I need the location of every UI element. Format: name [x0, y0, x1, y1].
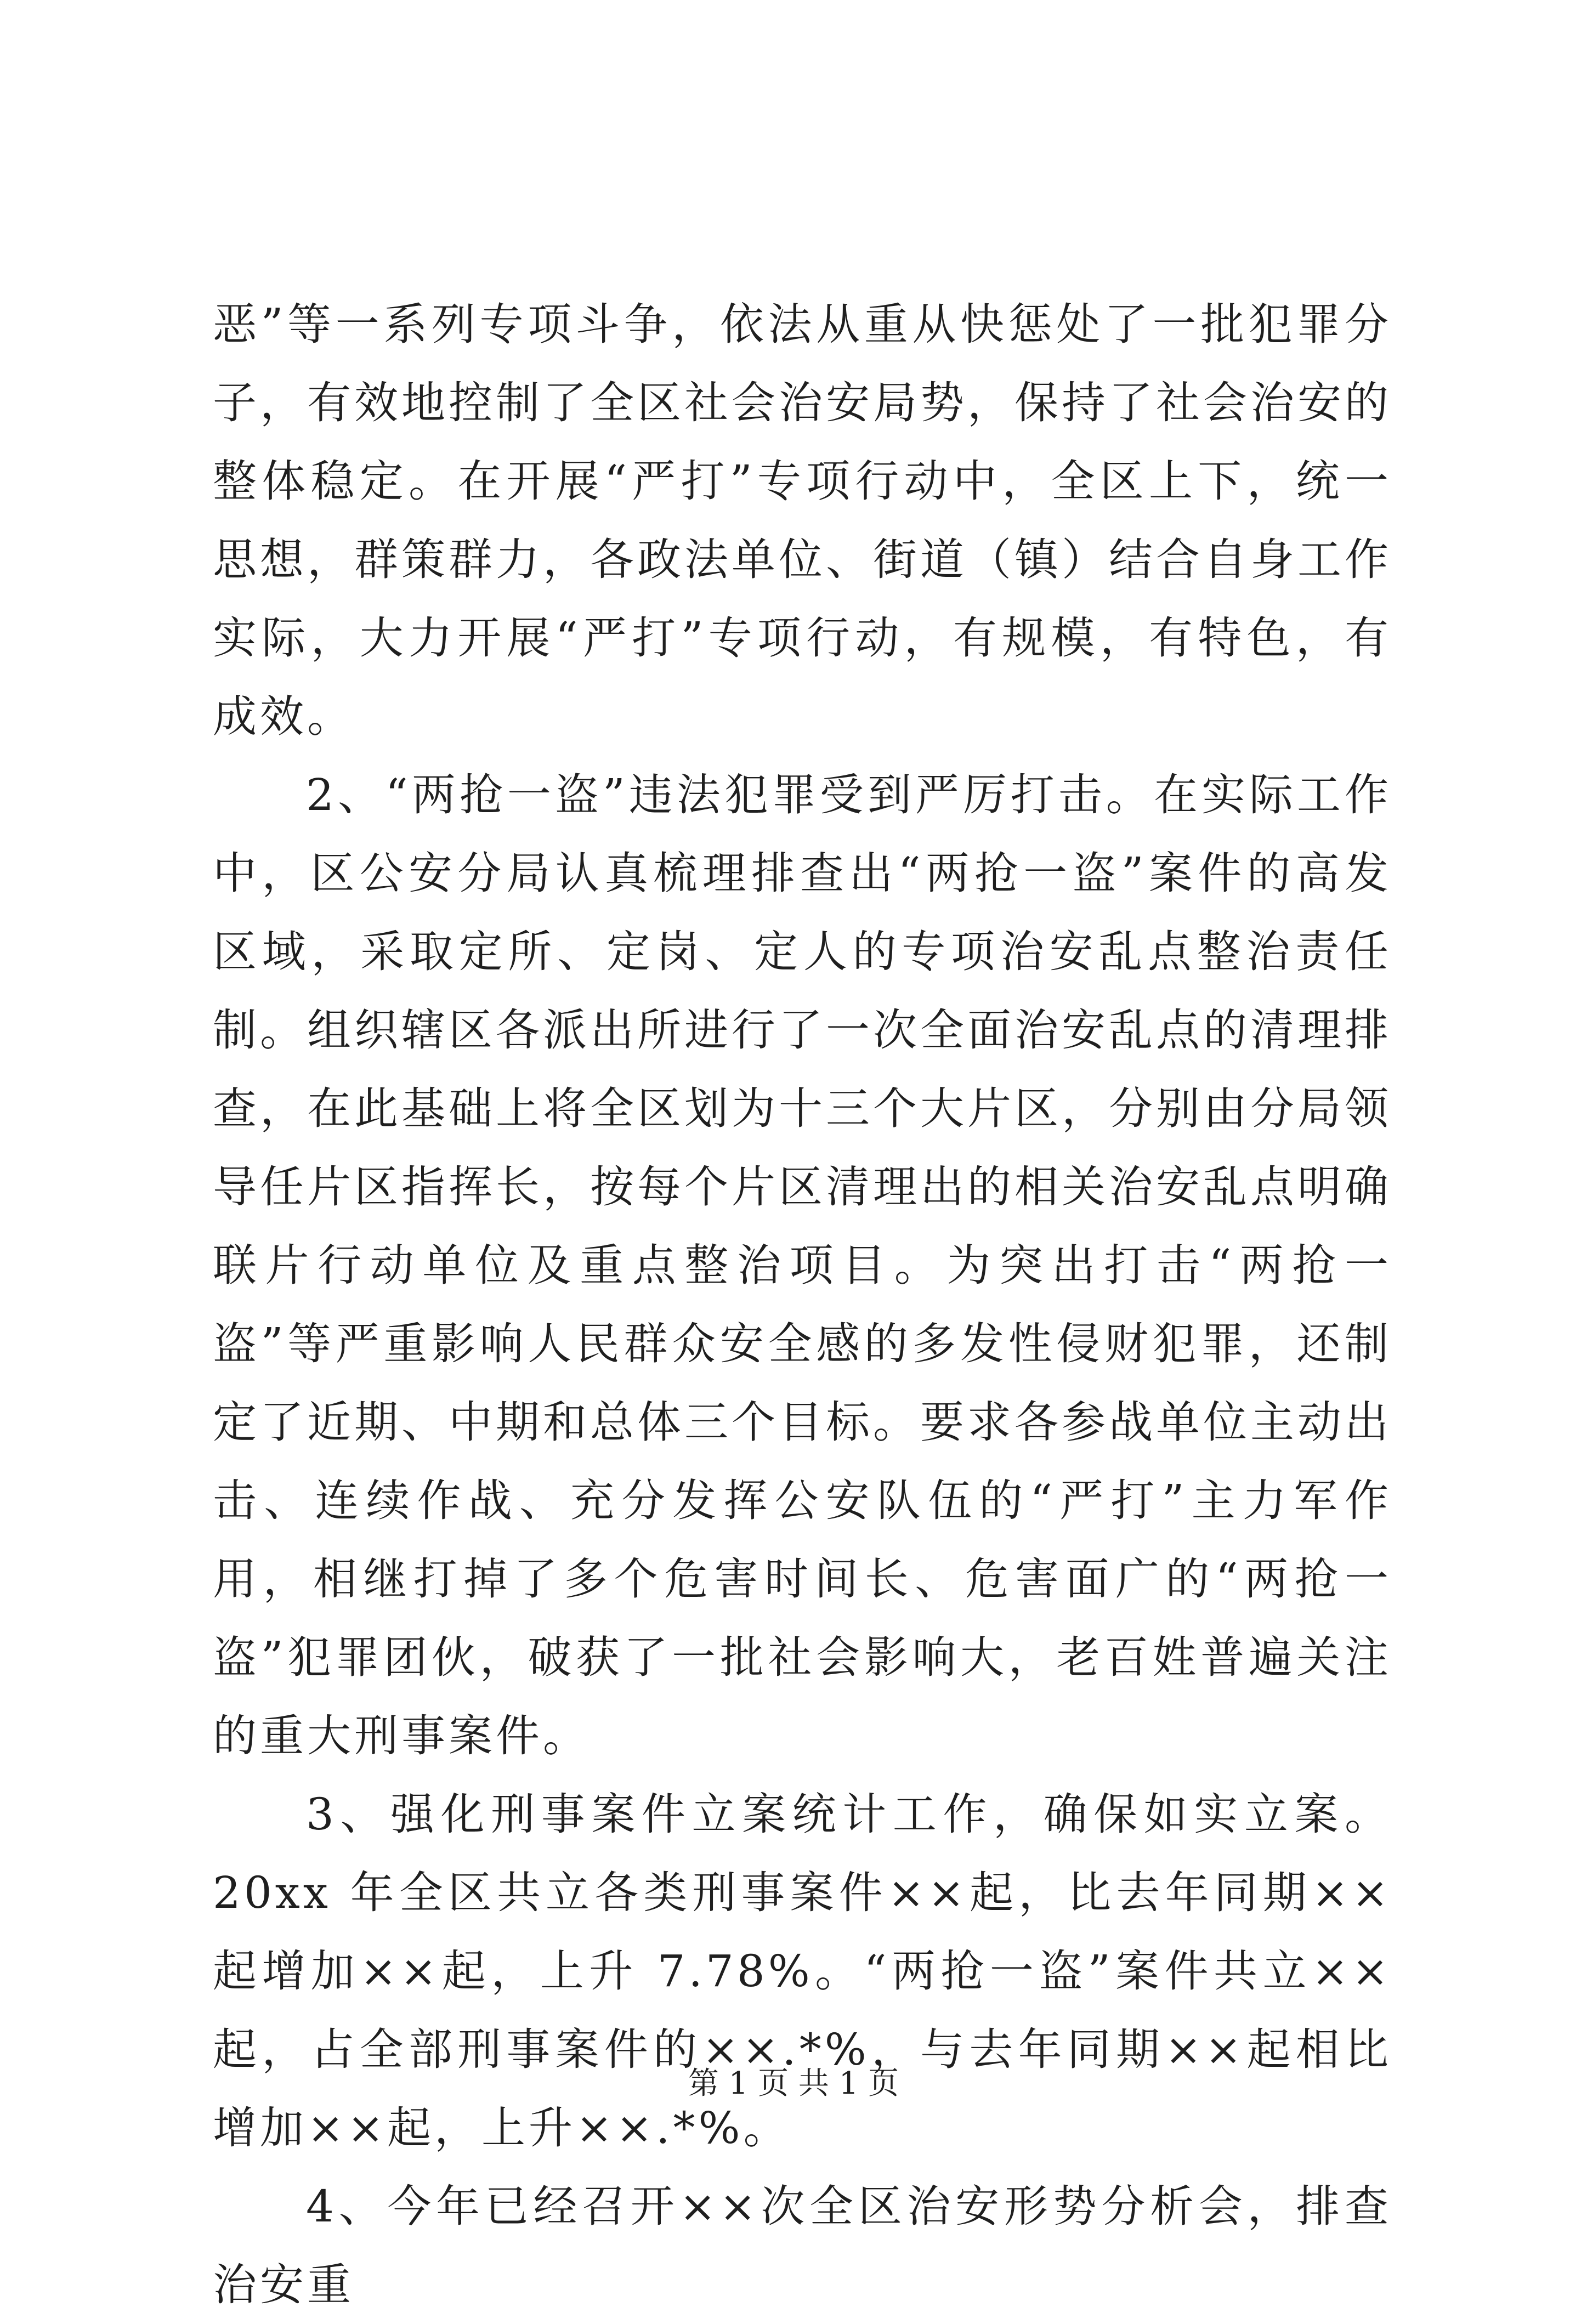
document-body	[213, 285, 1392, 2324]
paragraph-four-meetings: 4、今年已经召开××次全区治安形势分析会，排查治安重	[213, 2181, 1392, 2310]
paragraph-two-robbery-theft: 2、“两抢一盗”违法犯罪受到严厉打击。在实际工作中，区公安分局认真梳理排查出“两抢一盗”案件的高发区域，采取定所、定岗、定人的专项治安乱点整治责任制。组织辖区各派出所进行了一次全面治安乱点的清理排查，在此基础上将全区划为十三个大片区，分别由分局领导任片区指挥长，按每个片区清理出的相关治安乱点明确联片行动单位及重点整治项目。为突出打击“两抢一盗”等严重影响人民群众安全感的多发性侵财犯罪，还制定了近期、中期和总体三个目标。要求各参战单位主动出击、连续作战、充分发挥公安队伍的“严打”主力军作用，相继打掉了多个危害时间长、危害面广的“两抢一盗”犯罪团伙，破获了一批社会影响大，老百姓普遍关注的重大刑事案件。	[213, 769, 1392, 1761]
paragraph-three-case-statistics: 3、强化刑事案件立案统计工作，确保如实立案。20xx 年全区共立各类刑事案件××起，比去年同期××起增加××起，上升 7.78%。“两抢一盗”案件共立××起，占全部刑事案件的××.*%，与去年同期××起相比增加××起，上升××.*%。	[213, 1789, 1392, 2153]
page-footer: 第 1 页 共 1 页	[688, 2066, 899, 2101]
paragraph-continuation: 恶”等一系列专项斗争，依法从重从快惩处了一批犯罪分子，有效地控制了全区社会治安局势，保持了社会治安的整体稳定。在开展“严打”专项行动中，全区上下，统一思想，群策群力，各政法单位、街道（镇）结合自身工作实际，大力开展“严打”专项行动，有规模，有特色，有成效。	[213, 299, 1392, 742]
